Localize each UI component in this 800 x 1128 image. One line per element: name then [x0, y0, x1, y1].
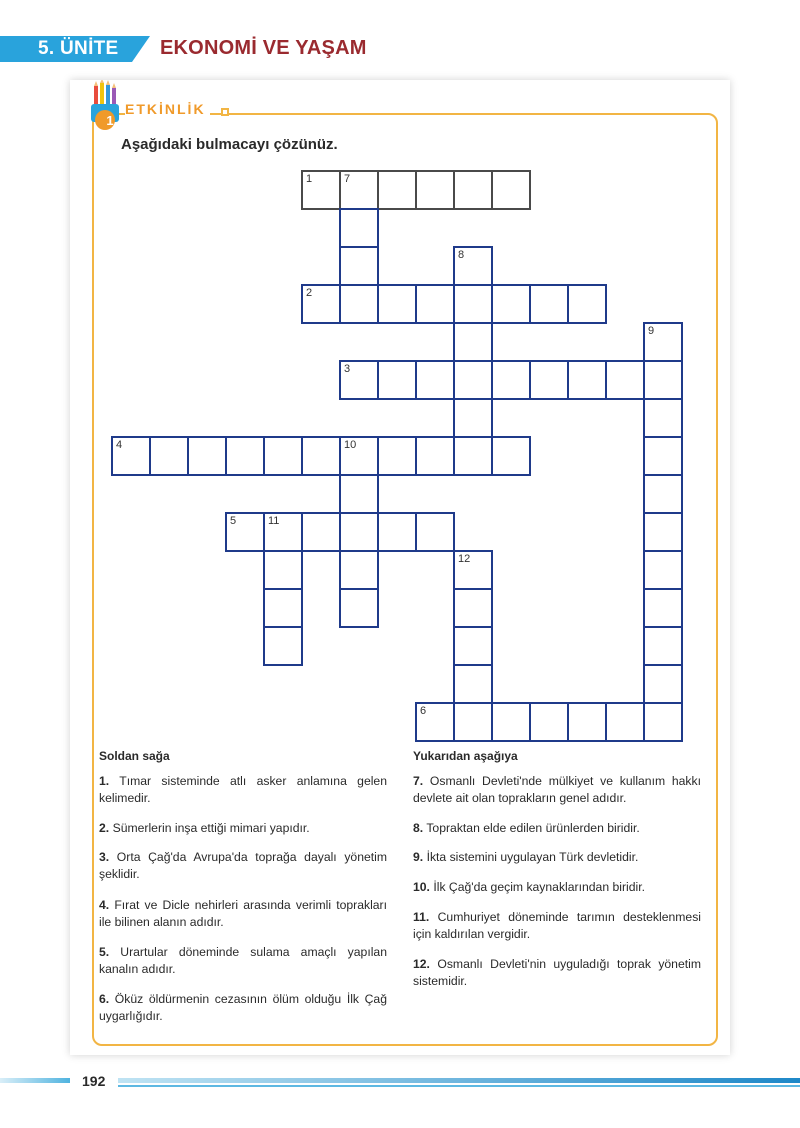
- crossword-cell[interactable]: [263, 588, 303, 628]
- crossword-cell[interactable]: [453, 322, 493, 362]
- activity-label: ETKİNLİK: [125, 101, 210, 117]
- cell-number: 1: [306, 173, 313, 185]
- down-clue-8: 8. Topraktan elde edilen ürünlerden biridir.: [413, 821, 640, 835]
- crossword-cell[interactable]: [415, 702, 455, 742]
- crossword-cell[interactable]: [529, 360, 569, 400]
- cell-number: 7: [344, 173, 351, 185]
- cell-number: 3: [344, 363, 351, 375]
- crossword-cell[interactable]: [605, 360, 645, 400]
- crossword-cell[interactable]: [567, 702, 607, 742]
- crossword-cell[interactable]: [491, 170, 531, 210]
- cell-number: 11: [268, 515, 280, 527]
- crossword-cell[interactable]: [453, 588, 493, 628]
- down-clue-11: 11. Cumhuriyet döneminde tarımın desteklenmesi için kaldırılan vergidir.: [413, 910, 702, 941]
- crossword-cell[interactable]: [415, 170, 455, 210]
- crossword-cell[interactable]: [415, 284, 455, 324]
- down-clue-7: 7. Osmanlı Devleti'nde mülkiyet ve kullanım hakkı devlete ait olan toprakların genel adıdır.: [413, 774, 701, 805]
- crossword-cell[interactable]: [263, 512, 303, 552]
- crossword-cell[interactable]: [567, 284, 607, 324]
- crossword-cell[interactable]: [301, 170, 341, 210]
- crossword-cell[interactable]: [453, 170, 493, 210]
- down-title: Yukarıdan aşağıya: [413, 749, 518, 763]
- crossword-cell[interactable]: [225, 512, 265, 552]
- crossword-cell[interactable]: [149, 436, 189, 476]
- crossword-cell[interactable]: [339, 284, 379, 324]
- cell-number: 8: [458, 249, 465, 261]
- crossword-cell[interactable]: [339, 246, 379, 286]
- crossword-cell[interactable]: [263, 436, 303, 476]
- crossword-cell[interactable]: [491, 702, 531, 742]
- crossword-cell[interactable]: [377, 436, 417, 476]
- down-clue-9: 9. İkta sistemini uygulayan Türk devletidir.: [413, 850, 639, 864]
- crossword-cell[interactable]: [643, 702, 683, 742]
- cell-number: 5: [230, 515, 237, 527]
- crossword-cell[interactable]: [339, 550, 379, 590]
- activity-number: 1: [106, 113, 114, 128]
- cell-number: 10: [344, 439, 357, 451]
- crossword-cell[interactable]: [643, 436, 683, 476]
- cell-number: 6: [420, 705, 427, 717]
- frame-corner-marker: [221, 108, 229, 116]
- unit-label: 5. ÜNİTE: [38, 38, 119, 59]
- across-clue-6: 6. Öküz öldürmenin cezasının ölüm olduğu İlk Çağ uygarlığıdır.: [99, 992, 387, 1023]
- crossword-cell[interactable]: [377, 170, 417, 210]
- crossword-cell[interactable]: [339, 512, 379, 552]
- across-clue-5: 5. Urartular döneminde sulama amaçlı yapılan kanalın adıdır.: [99, 945, 387, 976]
- footer-stripe-thin: [118, 1085, 800, 1087]
- crossword-cell[interactable]: [453, 664, 493, 704]
- crossword-cell[interactable]: [263, 626, 303, 666]
- down-clue-12: 12. Osmanlı Devleti'nin uyguladığı toprak yönetim sistemidir.: [413, 957, 701, 988]
- instruction: Aşağıdaki bulmacayı çözünüz.: [121, 136, 338, 153]
- crossword-cell[interactable]: [339, 436, 379, 476]
- crossword-cell[interactable]: [453, 702, 493, 742]
- crossword-cell[interactable]: [415, 436, 455, 476]
- crossword-cell[interactable]: [415, 360, 455, 400]
- footer-stripe-right: [118, 1078, 800, 1083]
- crossword-cell[interactable]: [643, 664, 683, 704]
- crossword-cell[interactable]: [339, 170, 379, 210]
- crossword-cell[interactable]: [529, 284, 569, 324]
- crossword-cell[interactable]: [605, 702, 645, 742]
- crossword-cell[interactable]: [567, 360, 607, 400]
- across-clue-4: 4. Fırat ve Dicle nehirleri arasında verimli toprakları ile bilinen alanın adıdır.: [99, 898, 388, 929]
- crossword-cell[interactable]: [339, 208, 379, 248]
- crossword-cell[interactable]: [377, 512, 417, 552]
- cell-number: 12: [458, 553, 471, 565]
- crossword-cell[interactable]: [111, 436, 151, 476]
- down-clue-10: 10. İlk Çağ'da geçim kaynaklarından biridir.: [413, 880, 645, 894]
- crossword-cell[interactable]: [453, 626, 493, 666]
- crossword-cell[interactable]: [643, 474, 683, 514]
- crossword-cell[interactable]: [491, 436, 531, 476]
- crossword-cell[interactable]: [529, 702, 569, 742]
- crossword-cell[interactable]: [339, 588, 379, 628]
- crossword-cell[interactable]: [225, 436, 265, 476]
- crossword-cell[interactable]: [377, 284, 417, 324]
- crossword-cell[interactable]: [301, 512, 341, 552]
- crossword-cell[interactable]: [643, 512, 683, 552]
- crossword-cell[interactable]: [643, 626, 683, 666]
- crossword-cell[interactable]: [643, 588, 683, 628]
- crossword-cell[interactable]: [453, 550, 493, 590]
- footer-stripe-left: [0, 1078, 70, 1083]
- crossword-cell[interactable]: [377, 360, 417, 400]
- cell-number: 9: [648, 325, 655, 337]
- crossword-cell[interactable]: [643, 322, 683, 362]
- across-title: Soldan sağa: [99, 749, 170, 763]
- crossword-cell[interactable]: [187, 436, 227, 476]
- across-clue-3: 3. Orta Çağ'da Avrupa'da toprağa dayalı yönetim şeklidir.: [99, 850, 387, 881]
- crossword-cell[interactable]: [453, 246, 493, 286]
- crossword-cell[interactable]: [491, 360, 531, 400]
- crossword-cell[interactable]: [301, 284, 341, 324]
- unit-title: EKONOMİ VE YAŞAM: [160, 37, 367, 59]
- cell-number: 2: [306, 287, 313, 299]
- crossword-cell[interactable]: [491, 284, 531, 324]
- crossword-cell[interactable]: [453, 436, 493, 476]
- crossword-cell[interactable]: [643, 398, 683, 438]
- crossword-cell[interactable]: [643, 550, 683, 590]
- page-number: 192: [82, 1073, 106, 1089]
- crossword-cell[interactable]: [453, 360, 493, 400]
- crossword-cell[interactable]: [301, 436, 341, 476]
- crossword-cell[interactable]: [453, 284, 493, 324]
- crossword-cell[interactable]: [643, 360, 683, 400]
- crossword-cell[interactable]: [415, 512, 455, 552]
- across-clue-2: 2. Sümerlerin inşa ettiği mimari yapıdır.: [99, 821, 310, 835]
- crossword-cell[interactable]: [263, 550, 303, 590]
- across-clue-1: 1. Tımar sisteminde atlı asker anlamına gelen kelimedir.: [99, 774, 387, 805]
- crossword-cell[interactable]: [339, 474, 379, 514]
- crossword-cell[interactable]: [453, 398, 493, 438]
- cell-number: 4: [116, 439, 123, 451]
- crossword-cell[interactable]: [339, 360, 379, 400]
